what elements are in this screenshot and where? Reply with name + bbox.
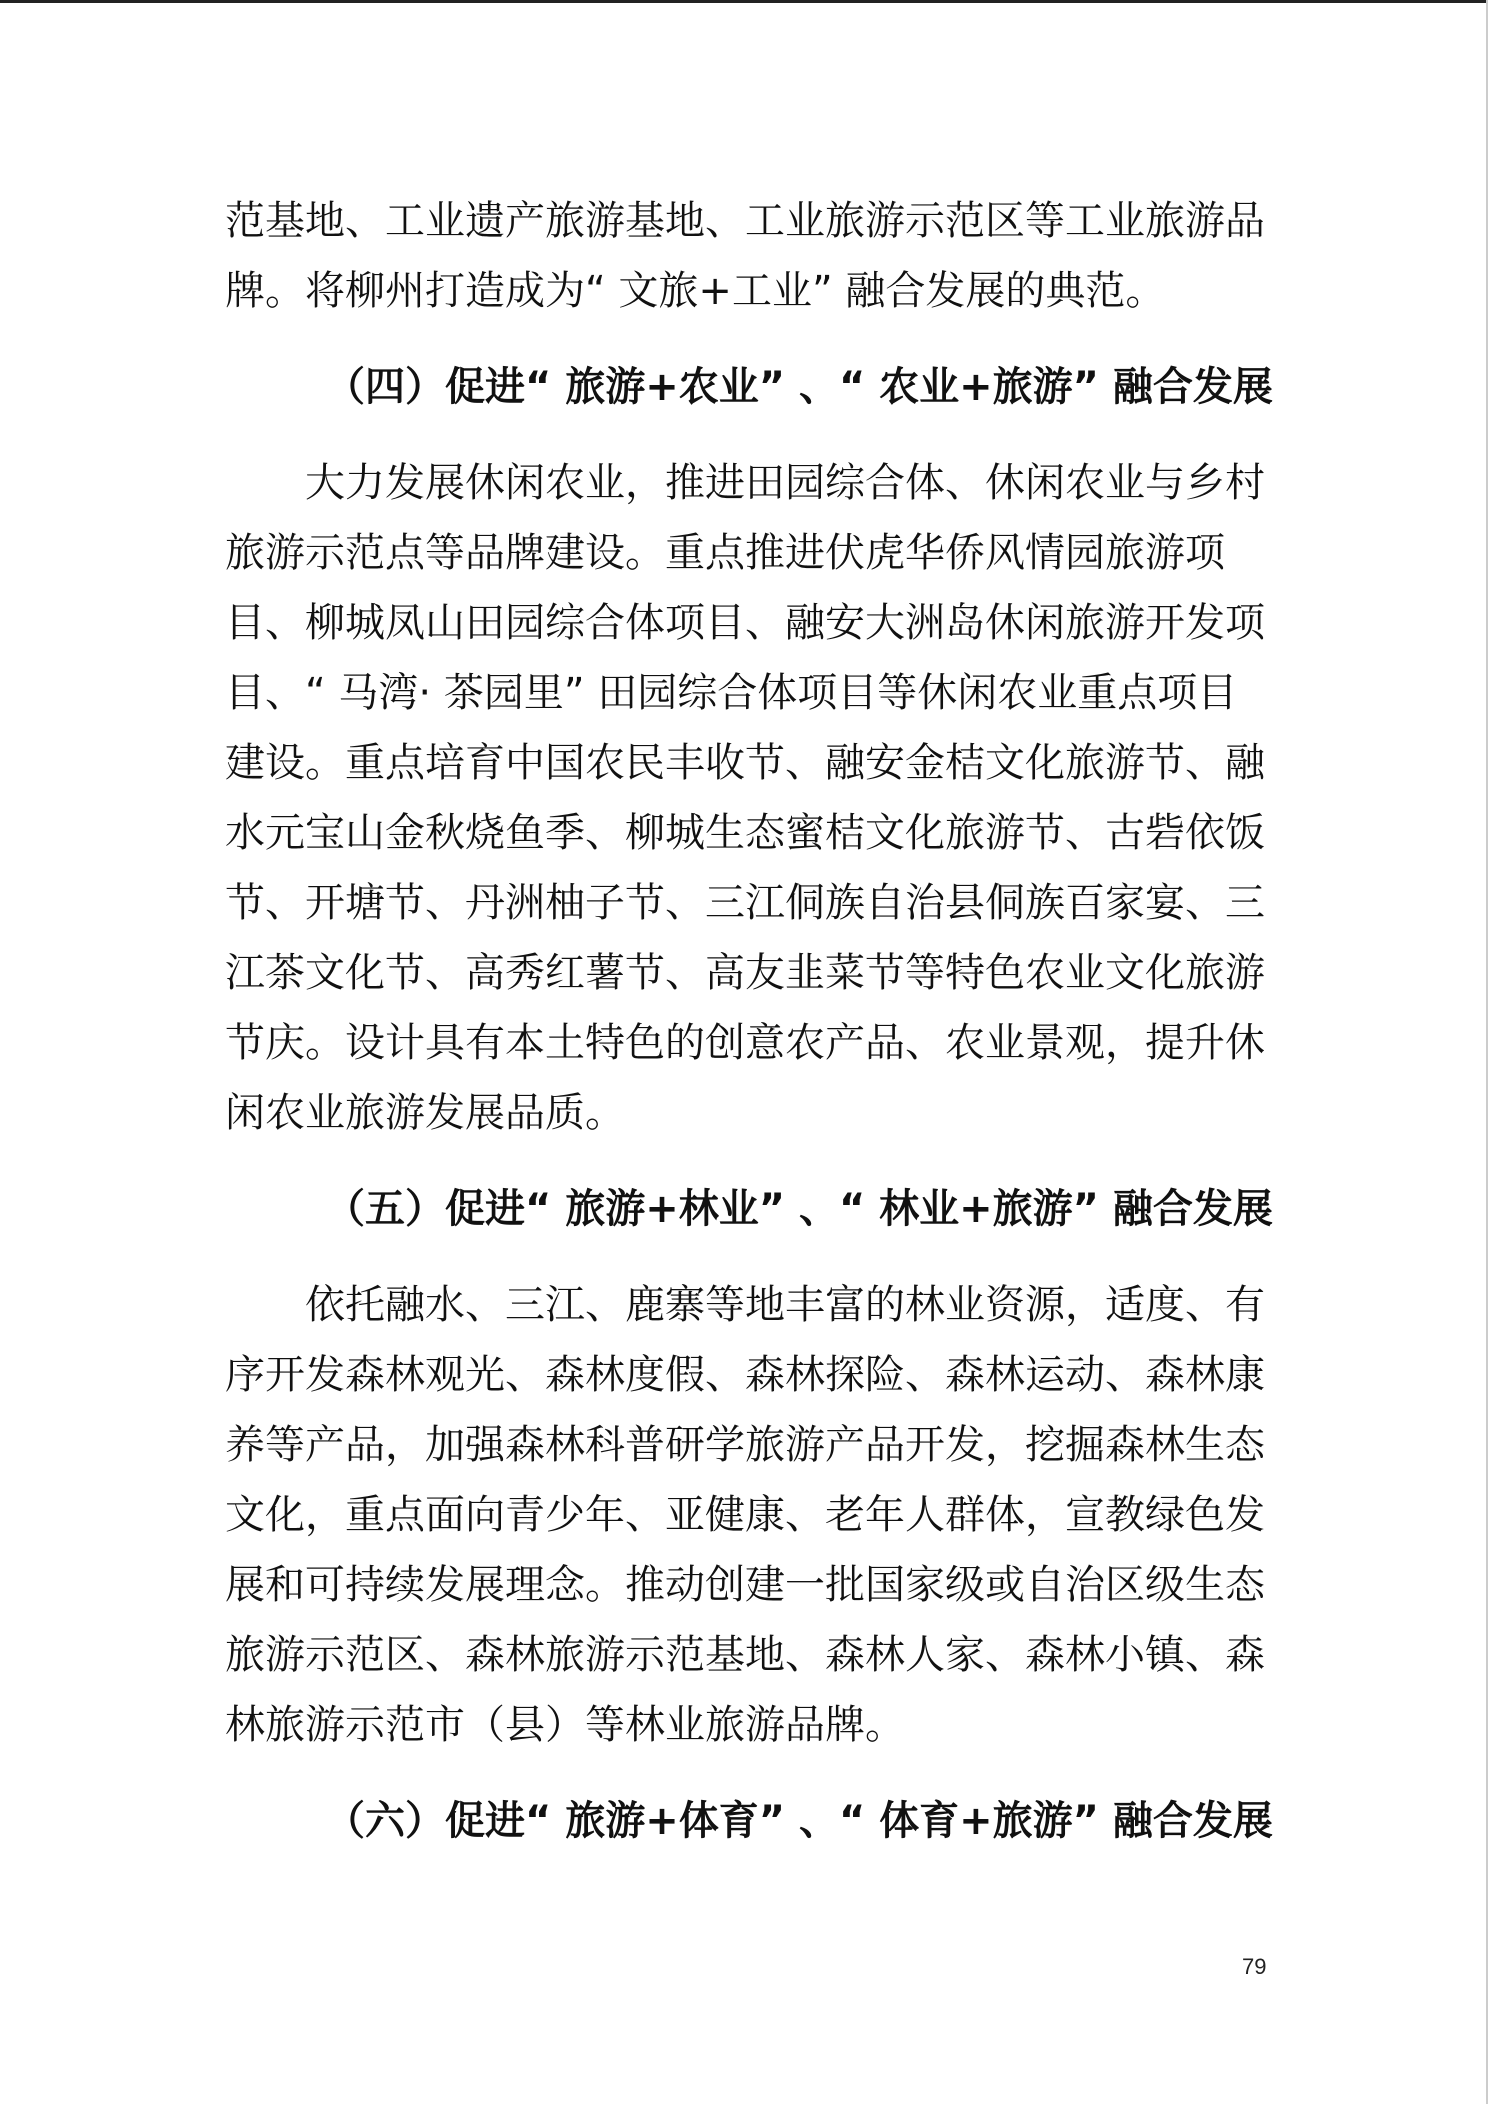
page-number: 79 [1242, 1954, 1267, 1979]
text-line: 节、开塘节、丹洲柚子节、三江侗族自治县侗族百家宴、三 [225, 880, 1265, 926]
text-line: 依托融水、三江、鹿寨等地丰富的林业资源，适度、有 [305, 1282, 1265, 1328]
text-line: 旅游示范点等品牌建设。重点推进伏虎华侨风情园旅游项 [225, 530, 1225, 576]
text-line: 目、柳城凤山田园综合体项目、融安大洲岛休闲旅游开发项 [225, 600, 1265, 646]
text-line: 水元宝山金秋烧鱼季、柳城生态蜜桔文化旅游节、古砦依饭 [225, 810, 1265, 856]
section-4-paragraph [225, 448, 1265, 1148]
text-line: 范基地、工业遗产旅游基地、工业旅游示范区等工业旅游品 [225, 198, 1265, 244]
top-border-rule [0, 0, 1488, 3]
text-line: 养等产品，加强森林科普研学旅游产品开发，挖掘森林生态 [225, 1422, 1265, 1468]
text-line: 序开发森林观光、森林度假、森林探险、森林运动、森林康 [225, 1352, 1265, 1398]
section-heading-5: （五）促进“ 旅游+林业” 、“ 林业+旅游” 融合发展 [325, 1186, 1273, 1232]
text-line: 节庆。设计具有本土特色的创意农产品、农业景观，提升休 [225, 1020, 1265, 1066]
text-line: 旅游示范区、森林旅游示范基地、森林人家、森林小镇、森 [225, 1632, 1265, 1678]
section-5-paragraph [225, 1270, 1265, 1760]
continuation-paragraph [225, 186, 1265, 326]
section-heading-6: （六）促进“ 旅游+体育” 、“ 体育+旅游” 融合发展 [325, 1798, 1273, 1844]
text-line: 目、“ 马湾· 茶园里” 田园综合体项目等休闲农业重点项目 [225, 670, 1238, 716]
text-line: 林旅游示范市（县）等林业旅游品牌。 [225, 1702, 905, 1748]
text-line: 文化，重点面向青少年、亚健康、老年人群体，宣教绿色发 [225, 1492, 1265, 1538]
text-line: 牌。将柳州打造成为“ 文旅+工业” 融合发展的典范。 [225, 268, 1166, 314]
text-line: 闲农业旅游发展品质。 [225, 1090, 625, 1136]
text-line: 大力发展休闲农业，推进田园综合体、休闲农业与乡村 [305, 460, 1265, 506]
section-heading-4: （四）促进“ 旅游+农业” 、“ 农业+旅游” 融合发展 [325, 364, 1273, 410]
text-line: 建设。重点培育中国农民丰收节、融安金桔文化旅游节、融 [225, 740, 1265, 786]
text-line: 展和可持续发展理念。推动创建一批国家级或自治区级生态 [225, 1562, 1265, 1608]
text-line: 江茶文化节、高秀红薯节、高友韭菜节等特色农业文化旅游 [225, 950, 1265, 996]
document-page-body [225, 186, 1273, 1882]
